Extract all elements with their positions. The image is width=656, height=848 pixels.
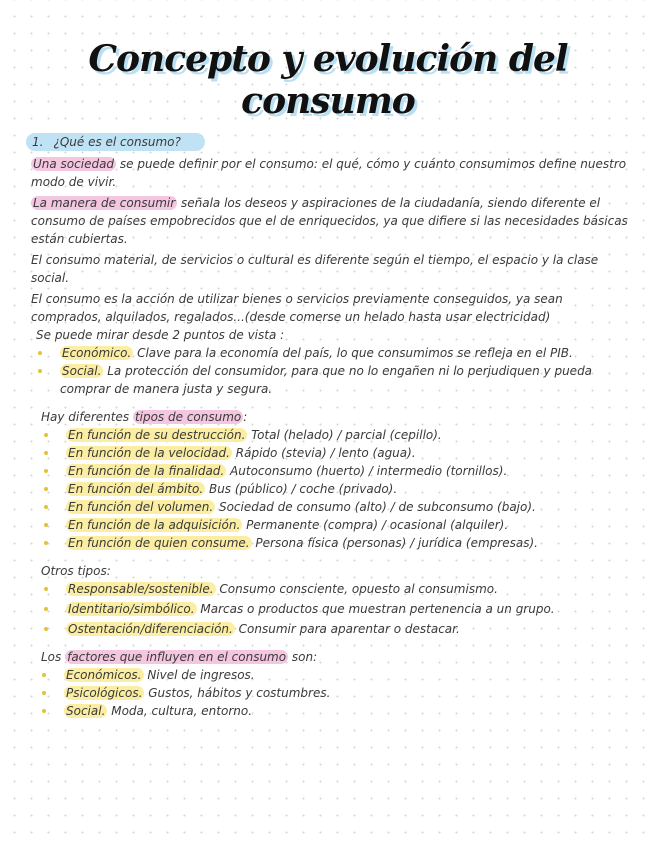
item-text: Marcas o productos que muestran pertenencia a un grupo. (196, 602, 555, 616)
item-term: En función de quien consume. (68, 536, 250, 550)
item-text: Clave para la economía del país, lo que consumimos se refleja en el PIB. (133, 346, 573, 360)
paragraph-definition: El consumo es la acción de utilizar bienes o servicios previamente conseguidos, ya sean comprados, alquilados, regalados...(desde comerse un helado hasta usar electricidad) (31, 292, 563, 324)
item-text: Permanente (compra) / ocasional (alquiler). (242, 518, 509, 532)
list-item (66, 498, 631, 516)
item-term: Identitario/simbólico. (68, 602, 195, 616)
other-types-list (66, 580, 631, 638)
highlight-society: Una sociedad (33, 157, 115, 171)
item-term: Económico. (62, 346, 132, 360)
item-text: La protección del consumidor, para que no lo engañen ni lo perjudiquen y pueda comprar de manera justa y segura. (60, 364, 593, 396)
item-term: En función de la finalidad. (68, 464, 225, 478)
item-term: En función del ámbito. (68, 482, 204, 496)
intro-text: son: (288, 650, 318, 664)
item-text: Gustos, hábitos y costumbres. (144, 686, 331, 700)
section-number: 1. (32, 135, 44, 149)
item-text: Sociedad de consumo (alto) / de subconsumo (bajo). (215, 500, 536, 514)
item-term: Económicos. (66, 668, 142, 682)
notes-body (31, 133, 631, 720)
paragraph-society (31, 155, 631, 191)
item-term: Psicológicos. (66, 686, 143, 700)
item-term: En función de la adquisición. (68, 518, 241, 532)
intro-text: Los (41, 650, 66, 664)
highlight-manner: La manera de consumir (33, 196, 176, 210)
list-item (66, 480, 631, 498)
section-label: ¿Qué es el consumo? (53, 135, 181, 149)
list-item (66, 534, 631, 552)
list-item (64, 666, 631, 684)
paragraph-text: se puede definir por el consumo: el qué, cómo y cuánto consumimos define nuestro modo de vivir. (31, 157, 627, 189)
item-text: Consumo consciente, opuesto al consumismo. (215, 582, 498, 596)
viewpoints-list (60, 344, 631, 398)
item-text: Rápido (stevia) / lento (agua). (231, 446, 416, 460)
intro-text: Hay diferentes (41, 410, 133, 424)
page-title: Concepto y evolución del consumo (88, 38, 568, 122)
item-text: Consumir para aparentar o destacar. (234, 622, 460, 636)
item-term: En función de su destrucción. (68, 428, 246, 442)
other-types-intro: Otros tipos: (41, 564, 111, 578)
list-item (66, 620, 631, 638)
highlight-factors: factores que influyen en el consumo (67, 650, 287, 664)
list-item (66, 426, 631, 444)
item-term: Social. (62, 364, 102, 378)
list-item (64, 684, 631, 702)
intro-text: : (243, 410, 248, 424)
list-item (66, 516, 631, 534)
paragraph-manner (31, 194, 631, 248)
list-item (66, 444, 631, 462)
types-list (66, 426, 631, 552)
highlight-types: tipos de consumo (134, 410, 242, 424)
types-intro (41, 408, 631, 426)
item-text: Total (helado) / parcial (cepillo). (247, 428, 442, 442)
factors-intro (41, 648, 631, 666)
list-item (64, 702, 631, 720)
list-item (66, 600, 631, 618)
item-term: Social. (66, 704, 106, 718)
item-text: Bus (público) / coche (privado). (205, 482, 398, 496)
item-term: Responsable/sostenible. (68, 582, 214, 596)
item-term: En función de la velocidad. (68, 446, 230, 460)
paragraph-material: El consumo material, de servicios o cultural es diferente según el tiempo, el espacio y la clase social. (31, 253, 599, 285)
list-item (66, 462, 631, 480)
list-item (66, 580, 631, 598)
item-term: Ostentación/diferenciación. (68, 622, 233, 636)
list-item (60, 344, 631, 362)
item-term: En función del volumen. (68, 500, 214, 514)
item-text: Nivel de ingresos. (143, 668, 255, 682)
list-item (60, 362, 631, 398)
factors-list (64, 666, 631, 720)
paragraph-text: señala los deseos y aspiraciones de la ciudadanía, siendo diferente el consumo de países empobrecidos que el de enriquecidos, ya que difiere si las necesidades básicas están cubiertas. (31, 196, 628, 246)
item-text: Autoconsumo (huerto) / intermedio (tornillos). (226, 464, 508, 478)
item-text: Moda, cultura, entorno. (107, 704, 253, 718)
item-text: Persona física (personas) / jurídica (empresas). (251, 536, 538, 550)
viewpoints-intro: Se puede mirar desde 2 puntos de vista : (36, 328, 285, 342)
section-heading (26, 133, 205, 151)
